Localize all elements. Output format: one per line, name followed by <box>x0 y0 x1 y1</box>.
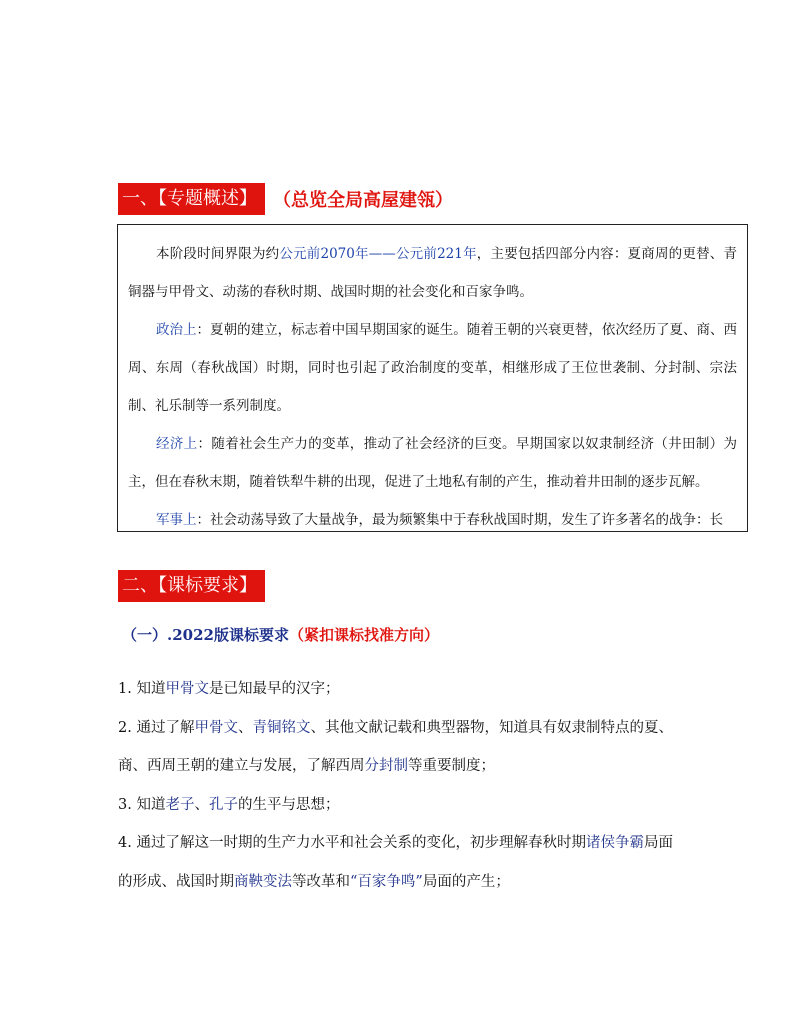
overview-box <box>117 224 748 532</box>
overview-intro: 本阶段时间界限为约公元前2070年——公元前221年，主要包括四部分内容：夏商周的更替、青铜器与甲骨文、动荡的春秋时期、战国时期的社会变化和百家争鸣。 <box>128 246 738 300</box>
list-item-continued: 的形成、战国时期商鞅变法等改革和“百家争鸣”局面的产生； <box>118 873 510 890</box>
military-label: 军事上 <box>156 512 197 528</box>
section-1-subtitle: （总览全局高屋建瓴） <box>273 190 453 211</box>
list-item: 1. 知道甲骨文是已知最早的汉字； <box>118 681 340 697</box>
list-item: 2. 通过了解甲骨文、青铜铭文、其他文献记载和典型器物，知道具有奴隶制特点的夏、 <box>118 719 673 736</box>
standards-list <box>118 670 678 901</box>
list-item-continued: 商、西周王朝的建立与发展，了解西周分封制等重要制度； <box>118 758 495 774</box>
overview-economy: 经济上：随着社会生产力的变革，推动了社会经济的巨变。早期国家以奴隶制经济（井田制）为主，但在春秋末期，随着铁犁牛耕的出现，促进了土地私有制的产生，推动着井田制的逐步瓦解。 <box>128 436 738 490</box>
section-1-label: 一、【专题概述】 <box>118 183 265 215</box>
section-2-label: 二、【课标要求】 <box>118 570 265 602</box>
economy-label: 经济上 <box>156 436 198 452</box>
section-2-heading <box>118 570 265 602</box>
list-item: 3. 知道老子、孔子的生平与思想； <box>118 796 340 813</box>
overview-politics: 政治上：夏朝的建立，标志着中国早期国家的诞生。随着王朝的兴衰更替，依次经历了夏、商、西周、东周（春秋战国）时期，同时也引起了政治制度的变革，相继形成了王位世袭制、分封制、宗法制、礼乐制等一系列制度。 <box>128 322 738 414</box>
list-item: 4. 通过了解这一时期的生产力水平和社会关系的变化，初步理解春秋时期诸侯争霸局面 <box>118 835 673 851</box>
overview-military: 军事上：社会动荡导致了大量战争，最为频繁集中于春秋战国时期，发生了许多著名的战争：长 <box>156 512 723 528</box>
politics-label: 政治上 <box>156 322 197 338</box>
standards-heading: （一）.2022版课标要求（紧扣课标找准方向） <box>122 626 440 644</box>
date-range: 公元前2070年——公元前221年 <box>279 246 477 262</box>
section-1-heading <box>118 183 453 215</box>
